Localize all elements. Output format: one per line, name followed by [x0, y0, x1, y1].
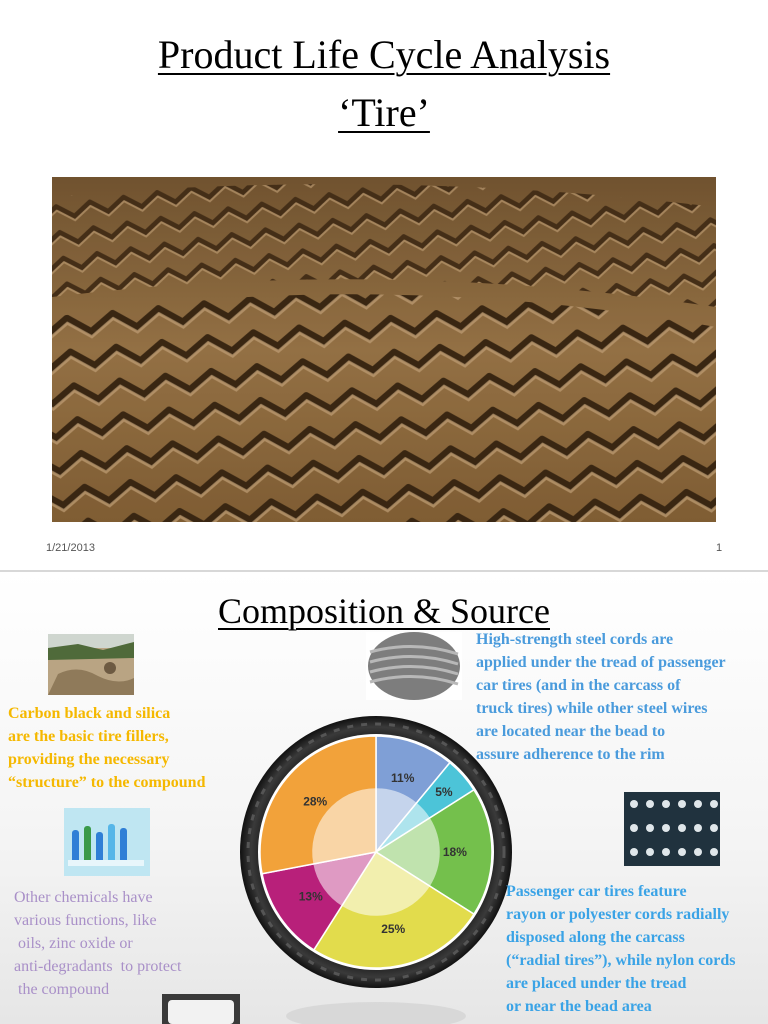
pie-slice-label: 18% [442, 845, 467, 859]
tire-track-photo-icon [52, 177, 716, 522]
pie-slice-label: 11% [391, 770, 415, 785]
composition-pie-chart [240, 698, 512, 1024]
steel-cords-text: High-strength steel cords are applied under the tread of passenger car tires (and in the carcass of truck tires) while other steel wires are located near the bead to assure adherence to the rim [476, 631, 726, 763]
pie-slice-label: 5% [435, 785, 453, 800]
carbon-black-text: Carbon black and silica are the basic tire fillers, providing the necessary “structure” to the compound [8, 705, 206, 791]
textile-cords-text: Passenger car tires feature rayon or polyester cords radially disposed along the carcass (“radial tires”), while nylon cords are placed under the tread or near the bead area [506, 883, 736, 1015]
slide-1-title-line-2: ‘Tire’ [338, 90, 430, 135]
slide-2 [0, 572, 768, 1024]
pie-slice-label: 25% [381, 921, 406, 936]
test-tubes-photo-icon [64, 808, 150, 876]
pie-slice-label: 13% [298, 889, 323, 904]
slide-date: 1/21/2013 [46, 542, 95, 554]
quarry-photo-icon [48, 634, 134, 695]
page-number: 1 [716, 542, 723, 554]
steel-cord-photo-icon [366, 632, 462, 700]
pie-slice-label: 28% [303, 794, 328, 809]
slide-2-title: Composition & Source [218, 591, 550, 631]
textile-cords-photo-icon [624, 792, 720, 866]
other-chemicals-text: Other chemicals have various functions, like oils, zinc oxide or anti-degradants to protect the compound [14, 889, 182, 998]
slide-1-title-line-1: Product Life Cycle Analysis [157, 32, 611, 77]
